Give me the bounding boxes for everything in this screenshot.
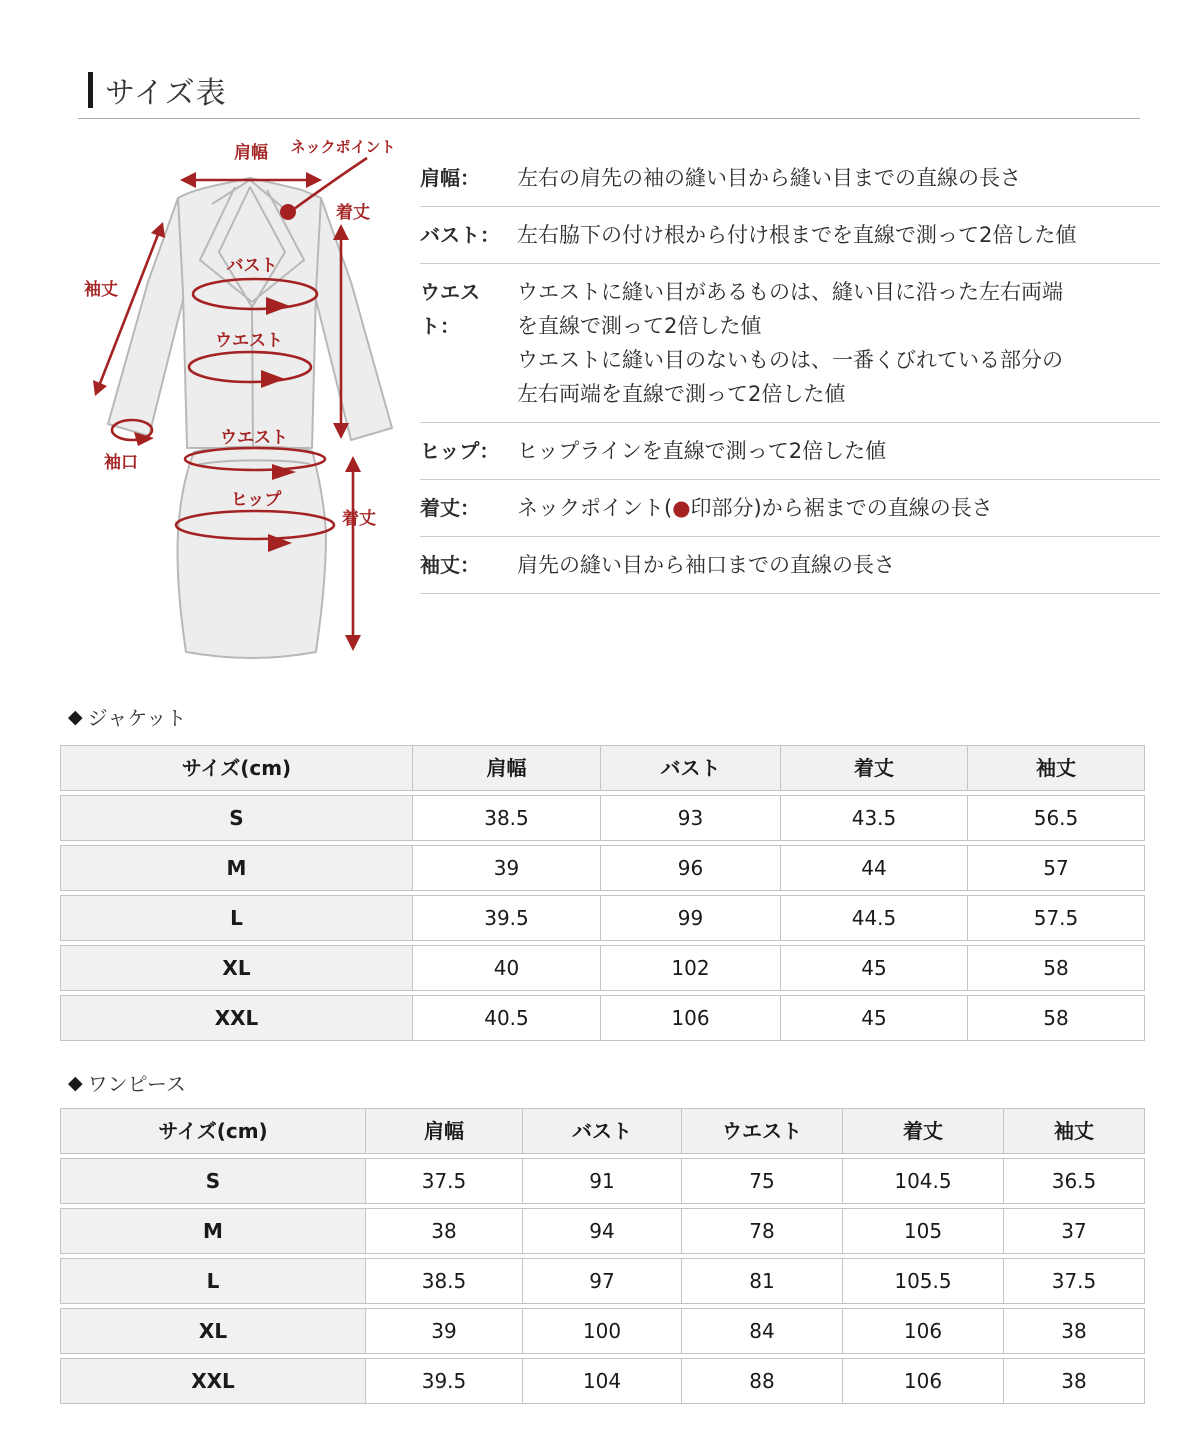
column-header: サイズ(cm) <box>61 746 412 790</box>
definition-term: バスト： <box>420 223 500 247</box>
definition-text: 左右の肩先の袖の縫い目から縫い目までの直線の長さ <box>517 166 1021 190</box>
definition-term: 肩幅： <box>420 166 480 190</box>
column-header: 着丈 <box>780 746 967 790</box>
onepiece-section-title <box>68 1068 186 1097</box>
value-cell: 38.5 <box>412 796 600 840</box>
value-cell: 40 <box>412 946 600 990</box>
value-cell: 96 <box>600 846 780 890</box>
value-cell: 104 <box>522 1359 681 1403</box>
size-cell: M <box>61 1209 365 1253</box>
value-cell: 58 <box>967 946 1144 990</box>
skirt-length-annotation <box>342 456 376 651</box>
value-cell: 57 <box>967 846 1144 890</box>
value-cell: 81 <box>681 1259 842 1303</box>
definition-row-sleeve <box>420 537 1160 594</box>
neck-point-label: ネックポイント <box>290 138 396 156</box>
value-cell: 78 <box>681 1209 842 1253</box>
table-row <box>60 945 1145 991</box>
value-cell: 84 <box>681 1309 842 1353</box>
table-row <box>60 1208 1145 1254</box>
value-cell: 43.5 <box>780 796 967 840</box>
table-row <box>60 795 1145 841</box>
size-cell: M <box>61 846 412 890</box>
definition-text: 左右脇下の付け根から付け根までを直線で測って2倍した値 <box>517 223 1077 247</box>
neck-point-dot-glyph: ● <box>672 496 691 520</box>
size-cell: XXL <box>61 996 412 1040</box>
value-cell: 91 <box>522 1159 681 1203</box>
table-row <box>60 1358 1145 1404</box>
value-cell: 58 <box>967 996 1144 1040</box>
column-header: 袖丈 <box>1003 1109 1144 1153</box>
definition-row-waist <box>420 264 1160 423</box>
value-cell: 40.5 <box>412 996 600 1040</box>
column-header: 肩幅 <box>365 1109 522 1153</box>
page-title-text: サイズ表 <box>105 76 227 111</box>
jacket-section-title <box>68 702 186 731</box>
value-cell: 44.5 <box>780 896 967 940</box>
definition-text: 肩先の縫い目から袖口までの直線の長さ <box>517 553 895 577</box>
bust-label: バスト <box>226 256 278 276</box>
definition-line: ウエストに縫い目のないものは、一番くびれている部分の <box>517 348 1063 372</box>
value-cell: 75 <box>681 1159 842 1203</box>
definition-text <box>517 275 1160 411</box>
value-cell: 38 <box>1003 1309 1144 1353</box>
size-cell: S <box>61 1159 365 1203</box>
table-header-row <box>60 745 1145 791</box>
measurement-definitions <box>420 150 1160 594</box>
value-cell: 105.5 <box>842 1259 1003 1303</box>
jacket-length-label: 着丈 <box>336 203 370 223</box>
definition-line: 左右両端を直線で測って2倍した値 <box>517 382 846 406</box>
table-row <box>60 1158 1145 1204</box>
column-header: 袖丈 <box>967 746 1144 790</box>
definition-text: ヒップラインを直線で測って2倍した値 <box>517 439 887 463</box>
value-cell: 106 <box>842 1309 1003 1353</box>
value-cell: 106 <box>600 996 780 1040</box>
size-cell: S <box>61 796 412 840</box>
definition-term: ヒップ： <box>420 439 500 463</box>
value-cell: 105 <box>842 1209 1003 1253</box>
value-cell: 99 <box>600 896 780 940</box>
value-cell: 57.5 <box>967 896 1144 940</box>
title-divider <box>78 118 1140 119</box>
value-cell: 38 <box>365 1209 522 1253</box>
value-cell: 39 <box>412 846 600 890</box>
value-cell: 106 <box>842 1359 1003 1403</box>
column-header: バスト <box>522 1109 681 1153</box>
definition-line: ウエストに縫い目があるものは、縫い目に沿った左右両端 <box>517 280 1063 304</box>
onepiece-size-table <box>60 1108 1145 1404</box>
definition-term: 着丈： <box>420 496 480 520</box>
value-cell: 37.5 <box>365 1159 522 1203</box>
sleeve-length-label: 袖丈 <box>84 280 118 300</box>
jacket-size-table <box>60 745 1145 1041</box>
diamond-icon: ◆ <box>68 705 83 728</box>
value-cell: 100 <box>522 1309 681 1353</box>
size-cell: L <box>61 1259 365 1303</box>
size-cell: L <box>61 896 412 940</box>
size-cell: XL <box>61 946 412 990</box>
value-cell: 94 <box>522 1209 681 1253</box>
table-header-row <box>60 1108 1145 1154</box>
value-cell: 39 <box>365 1309 522 1353</box>
table-row <box>60 1258 1145 1304</box>
diamond-icon: ◆ <box>68 1071 83 1094</box>
definition-term: 袖丈： <box>420 553 480 577</box>
cuff-label: 袖口 <box>104 453 138 473</box>
shoulder-width-label: 肩幅 <box>234 143 268 163</box>
column-header: 肩幅 <box>412 746 600 790</box>
value-cell: 102 <box>600 946 780 990</box>
value-cell: 39.5 <box>365 1359 522 1403</box>
definition-text-post: 印部分)から裾までの直線の長さ <box>690 496 993 520</box>
column-header: ウエスト <box>681 1109 842 1153</box>
table-row <box>60 895 1145 941</box>
neck-point-dot <box>280 204 296 220</box>
definition-term: ウエスト： <box>420 280 480 338</box>
definition-row-length <box>420 480 1160 537</box>
value-cell: 88 <box>681 1359 842 1403</box>
value-cell: 36.5 <box>1003 1159 1144 1203</box>
jacket-waist-label: ウエスト <box>215 331 283 351</box>
column-header: 着丈 <box>842 1109 1003 1153</box>
skirt-illustration <box>177 447 326 658</box>
onepiece-section-label: ワンピース <box>87 1072 186 1096</box>
hip-label: ヒップ <box>230 490 282 510</box>
value-cell: 45 <box>780 996 967 1040</box>
page-title <box>88 68 227 112</box>
definition-text-pre: ネックポイント( <box>517 496 673 520</box>
title-accent-bar <box>88 72 93 108</box>
definition-line: を直線で測って2倍した値 <box>517 314 762 338</box>
table-row <box>60 845 1145 891</box>
definition-row-hip <box>420 423 1160 480</box>
value-cell: 39.5 <box>412 896 600 940</box>
value-cell: 93 <box>600 796 780 840</box>
definition-text <box>517 491 1160 525</box>
value-cell: 104.5 <box>842 1159 1003 1203</box>
value-cell: 44 <box>780 846 967 890</box>
jacket-section-label: ジャケット <box>87 706 187 730</box>
table-row <box>60 995 1145 1041</box>
value-cell: 45 <box>780 946 967 990</box>
value-cell: 38.5 <box>365 1259 522 1303</box>
value-cell: 38 <box>1003 1359 1144 1403</box>
column-header: サイズ(cm) <box>61 1109 365 1153</box>
value-cell: 56.5 <box>967 796 1144 840</box>
definition-row-bust <box>420 207 1160 264</box>
table-row <box>60 1308 1145 1354</box>
skirt-length-label: 着丈 <box>342 509 376 529</box>
size-cell: XXL <box>61 1359 365 1403</box>
definition-row-shoulder <box>420 150 1160 207</box>
value-cell: 97 <box>522 1259 681 1303</box>
measurement-diagram <box>72 132 424 667</box>
size-cell: XL <box>61 1309 365 1353</box>
value-cell: 37 <box>1003 1209 1144 1253</box>
column-header: バスト <box>600 746 780 790</box>
value-cell: 37.5 <box>1003 1259 1144 1303</box>
skirt-waist-label: ウエスト <box>220 428 288 448</box>
